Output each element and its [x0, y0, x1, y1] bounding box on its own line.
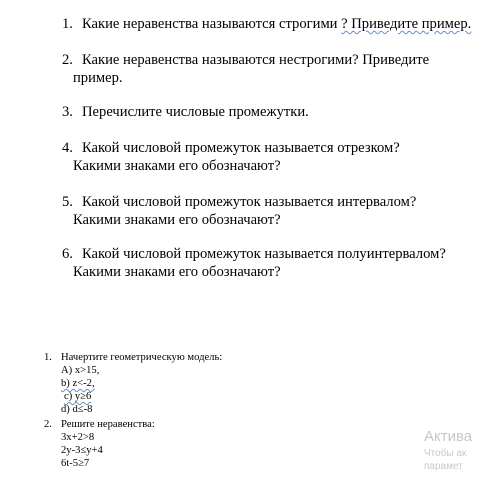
spellcheck-underline: ? Приведите пример.: [341, 16, 472, 32]
question-5: [62, 193, 416, 229]
watermark-line: Чтобы ак: [424, 448, 467, 459]
question-number: 2.: [62, 52, 73, 68]
task-title: Начертите геометрическую модель:: [61, 352, 223, 363]
question-text: Какие неравенства называются нестрогими? Приведите: [82, 52, 430, 68]
question-text-continuation: Какими знаками его обозначают?: [73, 212, 281, 228]
question-number: 1.: [62, 16, 73, 32]
question-number: 6.: [62, 246, 73, 262]
task-item: 2у-3≤у+4: [61, 445, 103, 456]
question-text: Какой числовой промежуток называется интервалом?: [82, 194, 417, 210]
question-text-continuation: пример.: [73, 70, 123, 86]
task-item: b) z<-2,: [61, 378, 95, 389]
task-item: 3х+2>8: [61, 432, 95, 443]
task-2: [44, 419, 155, 469]
watermark-title: Актива: [424, 428, 473, 445]
question-number: 4.: [62, 140, 73, 156]
question-text: Перечислите числовые промежутки.: [82, 104, 309, 120]
task-number: 2.: [44, 419, 52, 430]
question-text-continuation: Какими знаками его обозначают?: [73, 158, 281, 174]
activation-watermark: [424, 428, 472, 473]
question-text-continuation: Какими знаками его обозначают?: [73, 264, 281, 280]
question-1: [62, 15, 471, 33]
question-4: [62, 139, 400, 175]
question-number: 5.: [62, 194, 73, 210]
question-3: [62, 103, 309, 121]
question-text: Какой числовой промежуток называется отрезком?: [82, 140, 400, 156]
task-number: 1.: [44, 352, 52, 363]
task-item: d) d≤-8: [61, 404, 93, 415]
task-1: [44, 352, 223, 415]
question-2: [62, 51, 429, 87]
task-item: 6t-5≥7: [61, 458, 90, 469]
task-item: c) y≥6: [64, 391, 92, 402]
watermark-line: парамет: [424, 461, 463, 472]
question-number: 3.: [62, 104, 73, 120]
question-6: [62, 245, 446, 281]
question-text: Какие неравенства называются строгими ? Приведите пример.: [82, 16, 472, 32]
task-title: Решите неравенства:: [61, 419, 155, 430]
task-item: А) х>15,: [61, 365, 100, 376]
question-text: Какой числовой промежуток называется полуинтервалом?: [82, 246, 446, 262]
